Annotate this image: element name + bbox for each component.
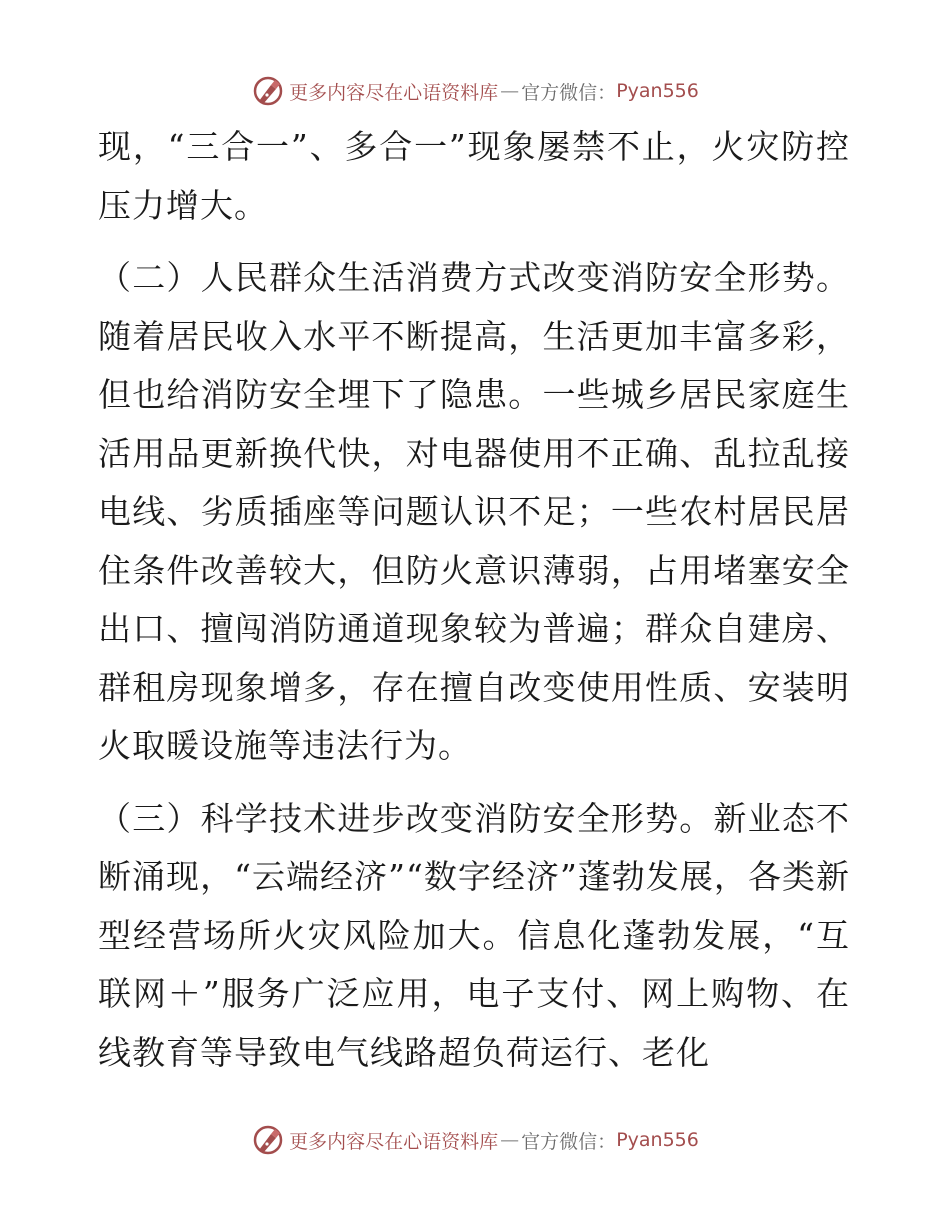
watermark-handle: Pyan556 [616,80,699,102]
pen-nib-logo-icon [251,1123,285,1157]
watermark-footer [0,1120,950,1160]
watermark-separator: — [500,80,520,102]
document-body [98,118,850,1082]
watermark-site-text: 更多内容尽在心语资料库 [289,1130,499,1153]
watermark-header [0,71,950,111]
paragraph-continuation: 现，“三合一”、多合一”现象屡禁不止，火灾防控压力增大。 [98,127,850,225]
watermark-wechat-label: 官方微信： [521,1130,617,1153]
watermark-site-text: 更多内容尽在心语资料库 [289,81,499,104]
watermark-wechat-label: 官方微信： [521,81,617,104]
paragraph-section-three: （三）科学技术进步改变消防安全形势。新业态不断涌现，“云端经济”“数字经济”蓬勃发展，各类新型经营场所火灾风险加大。信息化蓬勃发展，“互联网＋”服务广泛应用，电子支付、网上购物、在线教育等导致电气线路超负荷运行、老化 [98,798,850,1072]
watermark-handle: Pyan556 [616,1129,699,1151]
paragraph-section-two: （二）人民群众生活消费方式改变消防安全形势。随着居民收入水平不断提高，生活更加丰富多彩，但也给消防安全埋下了隐患。一些城乡居民家庭生活用品更新换代快，对电器使用不正确、乱拉乱接电线、劣质插座等问题认识不足；一些农村居民居住条件改善较大，但防火意识薄弱，占用堵塞安全出口、擅闯消防通道现象较为普遍；群众自建房、群租房现象增多，存在擅自改变使用性质、安装明火取暖设施等违法行为。 [98,258,850,765]
pen-nib-logo-icon [251,74,285,108]
watermark-separator: — [500,1129,520,1151]
